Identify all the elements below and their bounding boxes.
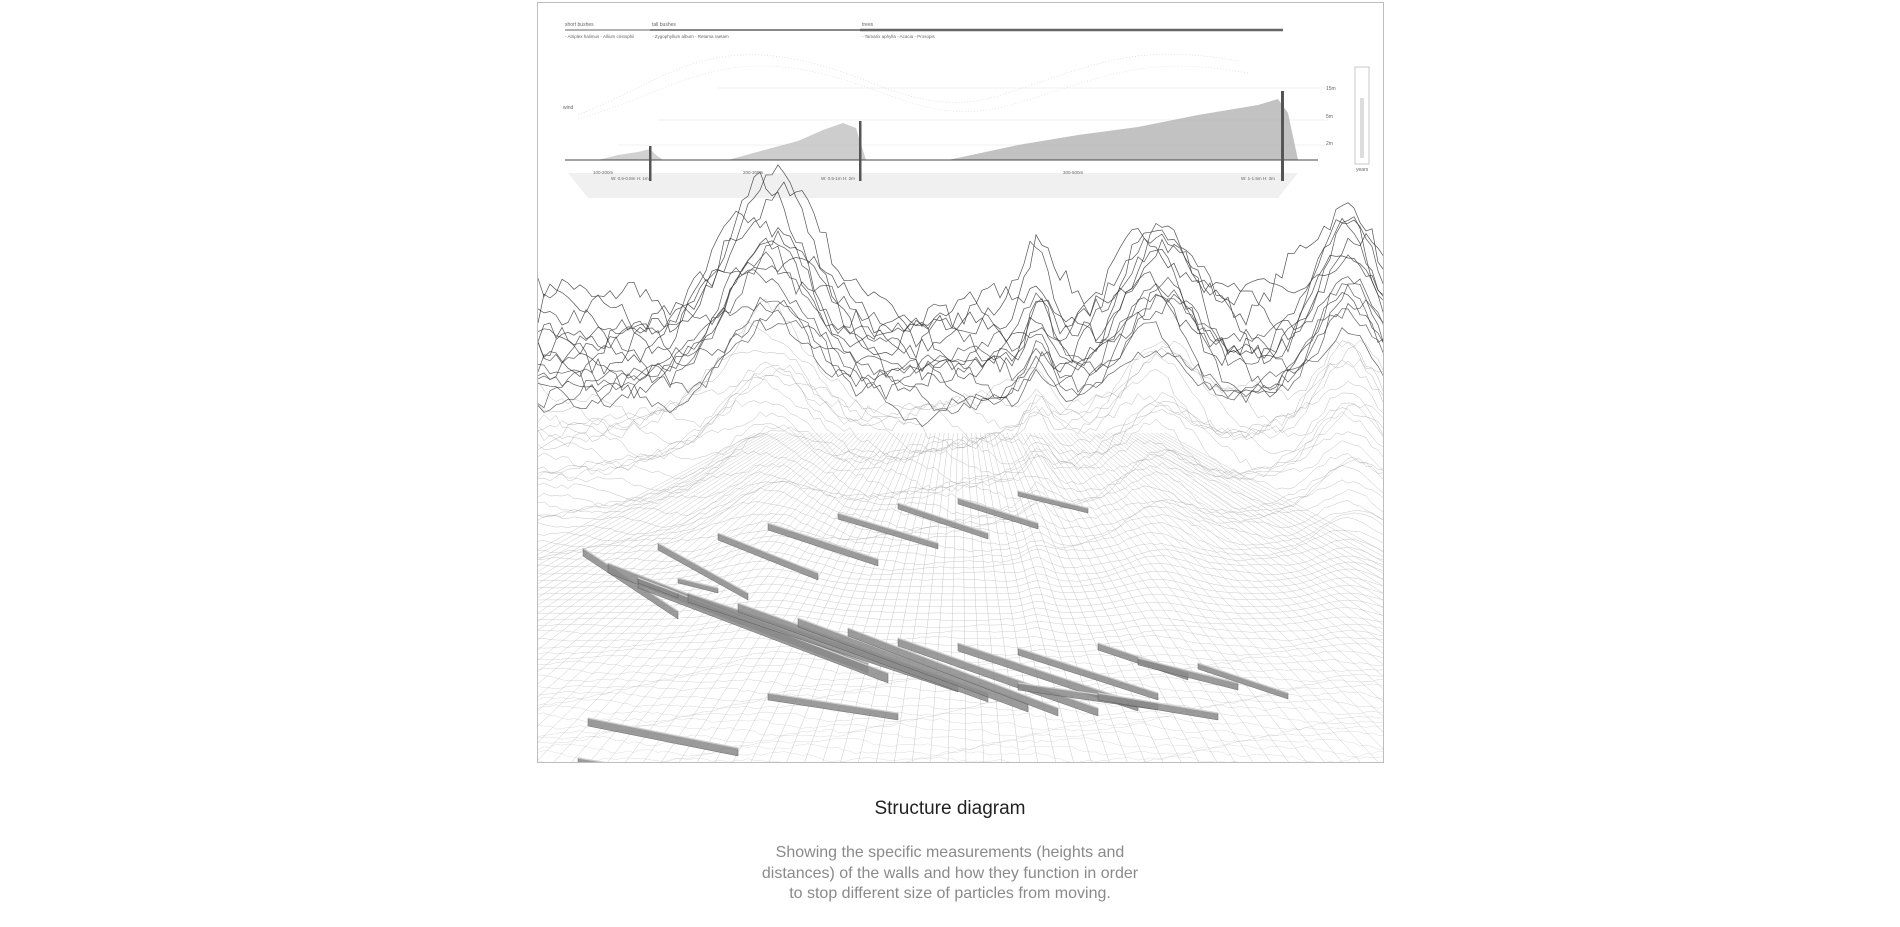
years-label: years [1356, 167, 1369, 173]
wall-segment [958, 498, 1038, 529]
terrain-contour-line [538, 629, 1384, 642]
wind-streamline-2 [578, 66, 1248, 119]
terrain-contour-line [538, 541, 1384, 570]
terrain-grid-line [989, 433, 1074, 763]
terrain-grid-line [980, 433, 1038, 763]
height-mark-5m: 5m [1326, 114, 1333, 120]
years-scale-bar [1360, 98, 1364, 158]
species-short-bushes: - Atriplex halimus - Allium cristophii [565, 34, 635, 39]
wall-spec-1: W: 0.5-0.8m H: 1m [611, 176, 649, 181]
species-tall-bushes: - Zygophyllum album - Retama raetam [652, 34, 729, 39]
terrain-grid-line [985, 433, 1056, 763]
terrain-grid-line [967, 433, 984, 763]
terrain-grid-line [624, 433, 877, 763]
terrain-contour-line [538, 321, 1384, 438]
terrain-contour-line [538, 561, 1384, 583]
terrain-grid-line [976, 433, 1020, 763]
height-mark-2m: 2m [1326, 141, 1333, 147]
terrain-grid-line [962, 433, 966, 763]
header-label-short-bushes: short bushes [565, 22, 594, 28]
wall-spec-2: W: 0.5-1m H: 2m [821, 176, 855, 181]
vegetation-profile-tall-bushes [728, 123, 866, 160]
wall-segment [768, 693, 898, 720]
terrain-contour-line [538, 231, 1384, 391]
terrain-grid-line [1016, 433, 1182, 763]
terrain-grid-line [1039, 433, 1272, 763]
terrain-contour-line [538, 340, 1384, 441]
diagram-canvas [538, 3, 1384, 763]
terrain-contour-line [538, 220, 1384, 377]
header-label-tall-bushes: tall bushes [652, 22, 676, 28]
terrain-contour-line [538, 279, 1384, 409]
terrain-grid-line [1120, 433, 1384, 763]
terrain-grid-line [1097, 433, 1384, 763]
distance-label-3: 300-500m [1063, 170, 1084, 175]
height-mark-15m: 15m [1326, 86, 1336, 92]
terrain-contour-line [538, 691, 1384, 704]
terrain-contour-line [538, 756, 1384, 763]
section-drawing [563, 22, 1369, 198]
terrain-contour-line [538, 716, 1384, 730]
terrain-contour-line [538, 172, 1384, 363]
structure-diagram-figure [537, 2, 1384, 763]
caption-title: Structure diagram [874, 798, 1026, 819]
wall-segment [1018, 491, 1088, 513]
ground-hatch [568, 173, 1298, 198]
wall-segment [588, 718, 738, 756]
wind-label: wind [563, 105, 574, 111]
wall-spec-3: W: 1-1.5m H: 3m [1241, 176, 1275, 181]
wall-segment-top [588, 718, 738, 748]
vegetation-profile-short-bushes [598, 149, 663, 160]
terrain-grid-line [948, 433, 958, 763]
terrain-grid-line [971, 433, 1002, 763]
wind-streamline-1 [578, 54, 1238, 115]
terrain-grid-line [1066, 433, 1380, 763]
terrain-grid-line [994, 433, 1092, 763]
terrain-contour-line [538, 711, 1384, 723]
wall-segment-top [958, 498, 1038, 523]
terrain-grid-line [894, 433, 944, 763]
terrain-contour-line [538, 465, 1384, 517]
caption-description: Showing the specific measurements (heights and distances) of the walls and how they function in order to stop different size of particles from moving. [761, 844, 1139, 902]
distance-label-1: 100-200m [593, 170, 614, 175]
terrain-grid-line [1093, 433, 1384, 763]
header-label-trees: trees [862, 22, 874, 28]
wall-2 [859, 121, 862, 181]
terrain-contour-line [538, 621, 1384, 635]
distance-label-2: 200-300m [743, 170, 764, 175]
wall-1 [649, 146, 652, 181]
wall-3 [1281, 91, 1284, 181]
vegetation-profile-trees [948, 99, 1298, 160]
species-trees: - Tamarix aphylla - Acacia - Prosopis [862, 34, 935, 39]
terrain-contour-line [538, 377, 1384, 470]
